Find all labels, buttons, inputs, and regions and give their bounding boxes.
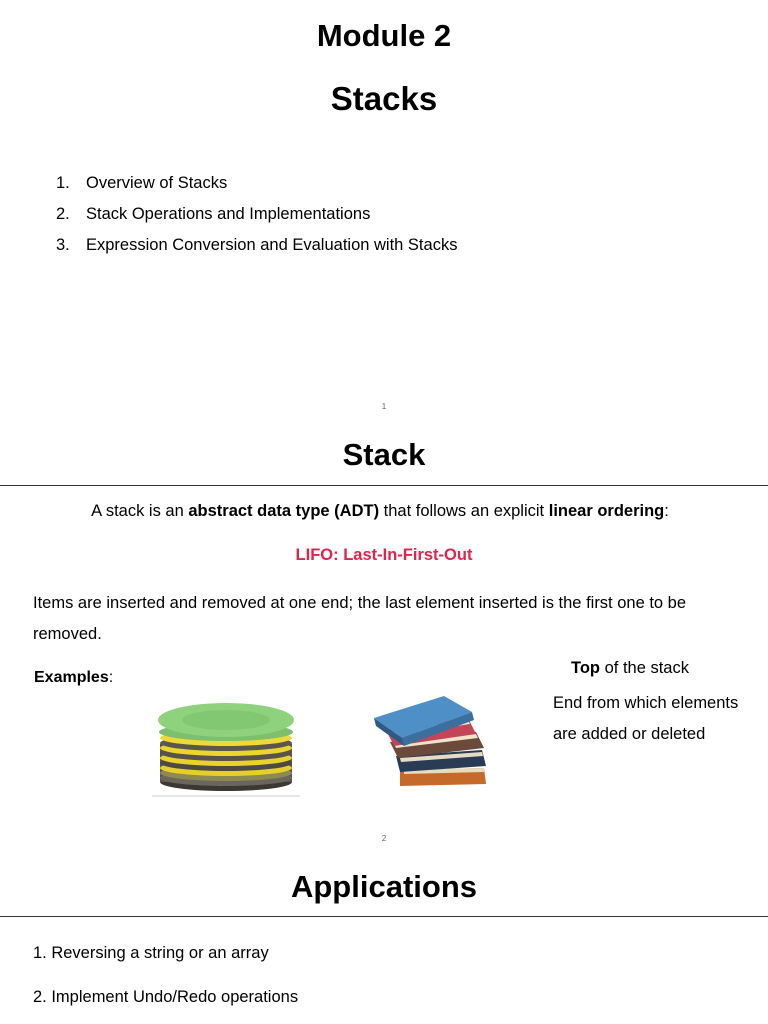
stack-definition [0,502,768,521]
lifo-label: LIFO: Last-In-First-Out [295,546,473,564]
top-description-line-2: are added or deleted [553,725,706,743]
examples-label-colon: : [108,669,114,686]
top-of-stack-label [571,659,689,678]
top-description-line-1: End from which elements [553,694,739,712]
top-rest: of the stack [600,659,689,677]
outline-item-number: 1. [56,174,70,192]
top-bold: Top [571,659,601,677]
definition-adt: abstract data type (ADT) [188,502,380,520]
slide-title-applications: Applications [290,869,477,904]
examples-label-bold: Examples [34,669,109,686]
application-item-1: 1. Reversing a string or an array [33,944,269,962]
outline-item-text: Stack Operations and Implementations [86,205,371,223]
outline-item-1 [0,174,768,196]
plates-stack-image [152,698,300,798]
examples-label [34,669,113,687]
definition-text: that follows an explicit [379,502,549,520]
outline-item-number: 2. [56,205,70,223]
outline-item-text: Overview of Stacks [86,174,228,192]
slide-title-stack: Stack [342,437,426,472]
module-title: Module 2 [316,18,452,53]
books-stack-image [372,692,490,792]
stack-description-line-1: Items are inserted and removed at one end; the last element inserted is the first one to be [33,594,687,612]
definition-colon: : [664,502,669,520]
page-number-1: 1 [381,402,387,411]
stack-description-line-2: removed. [33,625,102,643]
page-number-2: 2 [381,834,387,843]
definition-text: A stack is an [91,502,189,520]
title-divider [0,485,768,486]
definition-linear-ordering: linear ordering [548,502,665,520]
application-item-2: 2. Implement Undo/Redo operations [33,988,299,1006]
outline-item-3 [0,236,768,258]
outline-item-text: Expression Conversion and Evaluation with Stacks [86,236,458,254]
slide-title-stacks: Stacks [330,80,438,117]
outline-item-number: 3. [56,236,70,254]
outline-item-2 [0,205,768,227]
title-divider [0,916,768,917]
